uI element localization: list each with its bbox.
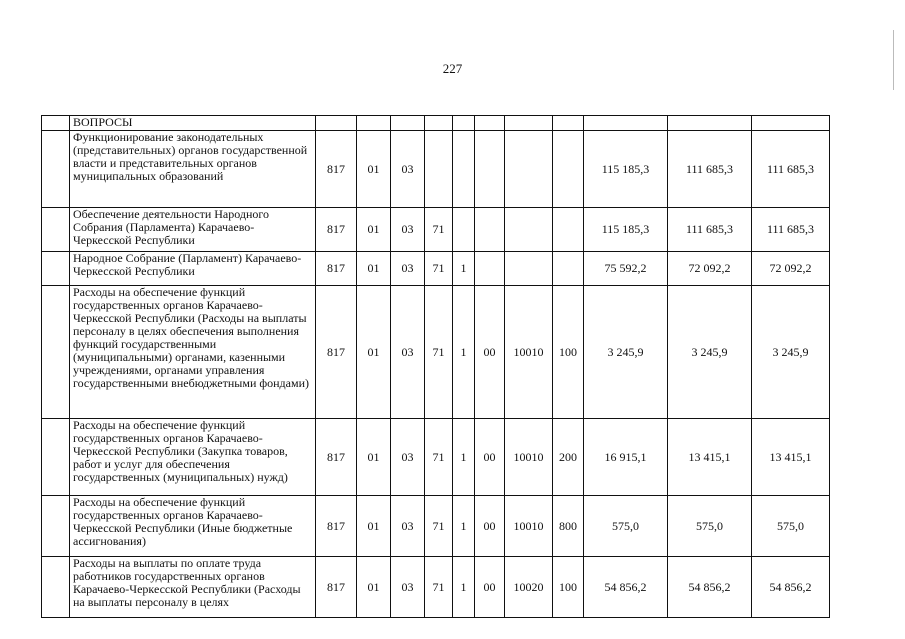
program-code xyxy=(425,131,453,208)
section-code: 01 xyxy=(357,252,391,286)
amount-3: 3 245,9 xyxy=(752,286,830,419)
budget-table xyxy=(41,115,830,618)
row-name: Обеспечение деятельности Народного Собрания (Парламента) Карачаево-Черкесской Республики xyxy=(70,208,316,252)
gov-code: 817 xyxy=(316,496,357,557)
direction-code xyxy=(505,208,553,252)
main-activity-code: 00 xyxy=(475,496,505,557)
amount-2: 13 415,1 xyxy=(668,419,752,496)
table-row xyxy=(42,496,830,557)
program-code: 71 xyxy=(425,557,453,618)
amount-3: 111 685,3 xyxy=(752,131,830,208)
amount-1: 115 185,3 xyxy=(584,131,668,208)
subprogram-code: 1 xyxy=(453,496,475,557)
amount-2: 575,0 xyxy=(668,496,752,557)
header-text-cell: ВОПРОСЫ xyxy=(70,116,316,131)
program-code: 71 xyxy=(425,419,453,496)
subsection-code: 03 xyxy=(391,208,425,252)
row-name: Расходы на обеспечение функций государственных органов Карачаево-Черкесской Республики (Иные бюджетные ассигнования) xyxy=(70,496,316,557)
direction-code: 10010 xyxy=(505,496,553,557)
subprogram-code xyxy=(453,208,475,252)
program-code: 71 xyxy=(425,496,453,557)
table-row xyxy=(42,419,830,496)
amount-2: 111 685,3 xyxy=(668,208,752,252)
amount-2: 111 685,3 xyxy=(668,131,752,208)
section-code: 01 xyxy=(357,419,391,496)
main-activity-code: 00 xyxy=(475,419,505,496)
subprogram-code xyxy=(453,131,475,208)
subprogram-code: 1 xyxy=(453,557,475,618)
section-code: 01 xyxy=(357,131,391,208)
amount-3: 54 856,2 xyxy=(752,557,830,618)
expense-type-code: 100 xyxy=(553,557,584,618)
program-code: 71 xyxy=(425,286,453,419)
row-name: Народное Собрание (Парламент) Карачаево-Черкесской Республики xyxy=(70,252,316,286)
table-row xyxy=(42,208,830,252)
subprogram-code: 1 xyxy=(453,286,475,419)
expense-type-code: 200 xyxy=(553,419,584,496)
direction-code xyxy=(505,131,553,208)
program-code: 71 xyxy=(425,252,453,286)
amount-3: 13 415,1 xyxy=(752,419,830,496)
subsection-code: 03 xyxy=(391,131,425,208)
direction-code xyxy=(505,252,553,286)
gov-code: 817 xyxy=(316,286,357,419)
amount-1: 54 856,2 xyxy=(584,557,668,618)
amount-1: 16 915,1 xyxy=(584,419,668,496)
amount-1: 115 185,3 xyxy=(584,208,668,252)
amount-3: 111 685,3 xyxy=(752,208,830,252)
subsection-code: 03 xyxy=(391,557,425,618)
section-code: 01 xyxy=(357,286,391,419)
subprogram-code: 1 xyxy=(453,252,475,286)
row-name: Расходы на выплаты по оплате труда работников государственных органов Карачаево-Черкесской Республики (Расходы на выплаты персоналу в целях xyxy=(70,557,316,618)
section-code: 01 xyxy=(357,208,391,252)
gov-code: 817 xyxy=(316,252,357,286)
subsection-code: 03 xyxy=(391,252,425,286)
direction-code: 10010 xyxy=(505,419,553,496)
blank-cell xyxy=(42,496,70,557)
blank-cell xyxy=(42,419,70,496)
amount-3: 575,0 xyxy=(752,496,830,557)
subsection-code: 03 xyxy=(391,496,425,557)
expense-type-code xyxy=(553,131,584,208)
row-name: Функционирование законодательных (представительных) органов государственной власти и представительных органов муниципальных образований xyxy=(70,131,316,208)
main-activity-code: 00 xyxy=(475,286,505,419)
expense-type-code: 800 xyxy=(553,496,584,557)
amount-1: 75 592,2 xyxy=(584,252,668,286)
table-row xyxy=(42,252,830,286)
main-activity-code xyxy=(475,131,505,208)
amount-3: 72 092,2 xyxy=(752,252,830,286)
amount-1: 575,0 xyxy=(584,496,668,557)
main-activity-code xyxy=(475,252,505,286)
blank-cell xyxy=(42,252,70,286)
program-code: 71 xyxy=(425,208,453,252)
direction-code: 10010 xyxy=(505,286,553,419)
row-name: Расходы на обеспечение функций государственных органов Карачаево-Черкесской Республики (Расходы на выплаты персоналу в целях обеспечения выполнения функций государственными (муниципальными) органами, казенными учреждениями, органами управления государственными внебюджетными фондами) xyxy=(70,286,316,419)
amount-2: 54 856,2 xyxy=(668,557,752,618)
amount-2: 72 092,2 xyxy=(668,252,752,286)
subsection-code: 03 xyxy=(391,286,425,419)
blank-cell xyxy=(42,557,70,618)
row-name: Расходы на обеспечение функций государственных органов Карачаево-Черкесской Республики (Закупка товаров, работ и услуг для обеспечения государственных (муниципальных) нужд) xyxy=(70,419,316,496)
expense-type-code: 100 xyxy=(553,286,584,419)
page-number: 227 xyxy=(442,61,463,76)
gov-code: 817 xyxy=(316,557,357,618)
subprogram-code: 1 xyxy=(453,419,475,496)
subsection-code: 03 xyxy=(391,419,425,496)
section-code: 01 xyxy=(357,496,391,557)
gov-code: 817 xyxy=(316,131,357,208)
table-row xyxy=(42,131,830,208)
table-row xyxy=(42,557,830,618)
main-activity-code: 00 xyxy=(475,557,505,618)
amount-2: 3 245,9 xyxy=(668,286,752,419)
table-row xyxy=(42,286,830,419)
main-activity-code xyxy=(475,208,505,252)
amount-1: 3 245,9 xyxy=(584,286,668,419)
section-code: 01 xyxy=(357,557,391,618)
direction-code: 10020 xyxy=(505,557,553,618)
blank-cell xyxy=(42,208,70,252)
expense-type-code xyxy=(553,252,584,286)
gov-code: 817 xyxy=(316,208,357,252)
expense-type-code xyxy=(553,208,584,252)
scan-edge-mark xyxy=(893,30,894,90)
blank-cell xyxy=(42,286,70,419)
blank-cell xyxy=(42,116,70,131)
blank-cell xyxy=(42,131,70,208)
table-row xyxy=(42,116,830,131)
gov-code: 817 xyxy=(316,419,357,496)
